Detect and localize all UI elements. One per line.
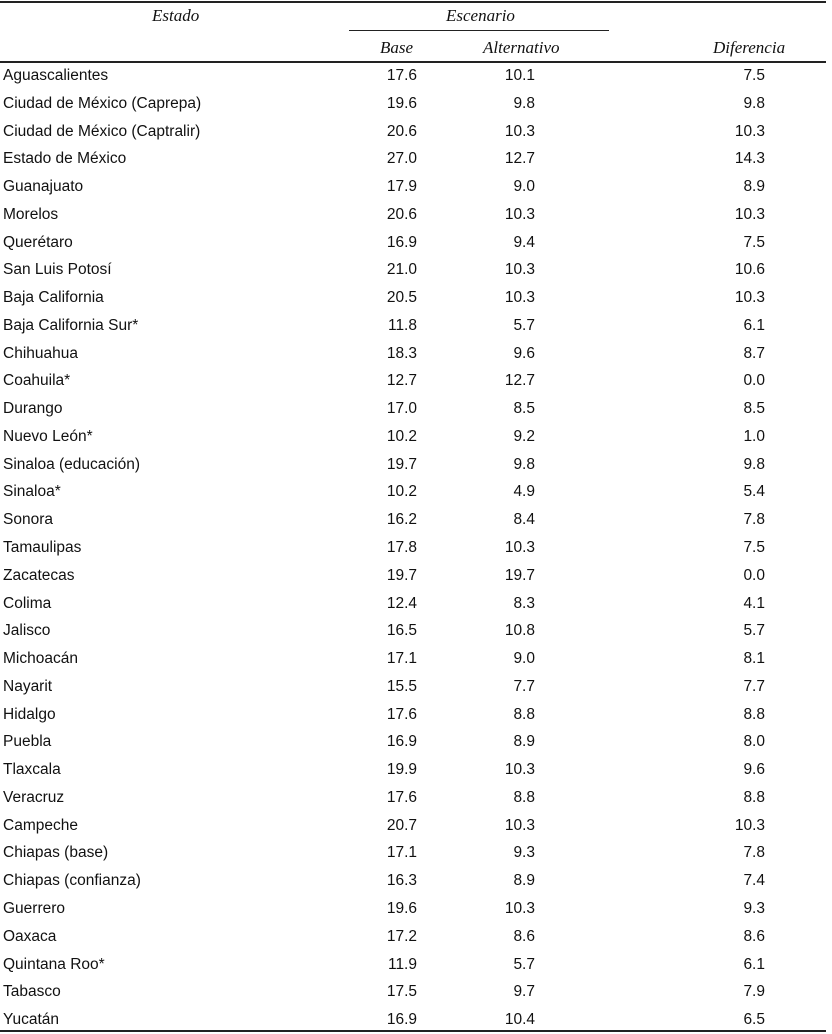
cell-alternativo: 9.2 (513, 427, 535, 445)
cell-estado: Tabasco (3, 983, 61, 1001)
table-row (0, 756, 832, 784)
cell-alternativo: 10.3 (504, 899, 535, 917)
cell-alternativo: 9.0 (513, 178, 535, 196)
cell-diferencia: 8.7 (743, 344, 765, 362)
cell-alternativo: 10.3 (504, 761, 535, 779)
cell-diferencia: 1.0 (743, 427, 765, 445)
cell-base: 17.0 (386, 400, 417, 418)
cell-diferencia: 4.1 (743, 594, 765, 612)
cell-base: 17.8 (386, 539, 417, 557)
cell-alternativo: 10.3 (504, 816, 535, 834)
cell-estado: Colima (3, 594, 52, 612)
table-body (0, 62, 832, 1034)
table-row (0, 673, 832, 701)
cell-diferencia: 8.8 (743, 788, 765, 806)
cell-estado: Zacatecas (3, 566, 75, 584)
table-row (0, 340, 832, 368)
cell-base: 16.9 (386, 733, 417, 751)
table-row (0, 506, 832, 534)
cell-base: 19.9 (386, 761, 417, 779)
table-row (0, 256, 832, 284)
cell-estado: Sinaloa* (3, 483, 61, 501)
cell-diferencia: 7.5 (743, 233, 765, 251)
cell-base: 10.2 (386, 427, 417, 445)
cell-diferencia: 7.8 (743, 844, 765, 862)
table-row (0, 978, 832, 1006)
cell-diferencia: 7.7 (743, 677, 765, 695)
cell-base: 16.2 (386, 511, 417, 529)
cell-base: 16.5 (386, 622, 417, 640)
cell-alternativo: 8.8 (513, 788, 535, 806)
table-bottom-rule (0, 1030, 826, 1032)
cell-estado: Aguascalientes (3, 67, 109, 84)
cell-base: 20.6 (386, 122, 417, 140)
cell-alternativo: 10.3 (504, 261, 535, 279)
table-row (0, 534, 832, 562)
cell-alternativo: 9.8 (513, 455, 535, 473)
cell-estado: Baja California (3, 289, 104, 307)
cell-estado: Michoacán (3, 650, 78, 668)
cell-alternativo: 7.7 (513, 677, 535, 695)
cell-alternativo: 12.7 (504, 150, 535, 168)
cell-estado: Yucatán (3, 1011, 60, 1029)
cell-estado: Chiapas (base) (3, 844, 109, 862)
table-top-rule (0, 1, 826, 3)
cell-estado: Estado de México (3, 150, 127, 168)
cell-estado: Ciudad de México (Caprepa) (3, 94, 202, 112)
header-base: Base (380, 38, 414, 57)
cell-estado: Chiapas (confianza) (3, 872, 141, 890)
cell-base: 16.9 (386, 1011, 417, 1029)
cell-alternativo: 12.7 (504, 372, 535, 390)
cell-diferencia: 6.1 (743, 316, 765, 334)
cell-diferencia: 7.5 (743, 67, 765, 84)
cell-alternativo: 9.6 (513, 344, 535, 362)
cell-estado: Ciudad de México (Captralir) (3, 122, 201, 140)
cell-base: 17.2 (386, 927, 417, 945)
header-diferencia: Diferencia (713, 38, 786, 57)
table-row (0, 118, 832, 146)
table-row (0, 590, 832, 618)
cell-estado: Campeche (3, 816, 78, 834)
table-row (0, 395, 832, 423)
cell-diferencia: 8.0 (743, 733, 765, 751)
cell-base: 19.7 (386, 566, 417, 584)
cell-estado: Morelos (3, 205, 59, 223)
header-estado: Estado (152, 6, 200, 25)
cell-diferencia: 9.8 (743, 455, 765, 473)
cell-alternativo: 8.8 (513, 705, 535, 723)
table-row (0, 951, 832, 979)
cell-base: 16.3 (386, 872, 417, 890)
cell-estado: Jalisco (3, 622, 51, 640)
cell-base: 11.8 (387, 316, 417, 334)
cell-base: 12.4 (386, 594, 417, 612)
cell-base: 10.2 (386, 483, 417, 501)
cell-diferencia: 9.8 (743, 94, 765, 112)
cell-base: 19.6 (386, 94, 417, 112)
table-row (0, 645, 832, 673)
cell-base: 11.9 (387, 955, 417, 973)
table-row (0, 895, 832, 923)
cell-estado: Hidalgo (3, 705, 56, 723)
cell-diferencia: 10.6 (734, 261, 765, 279)
cell-estado: Sonora (3, 511, 53, 529)
table-row (0, 617, 832, 645)
cell-diferencia: 0.0 (743, 372, 765, 390)
cell-base: 17.6 (386, 67, 417, 84)
cell-diferencia: 8.1 (743, 650, 765, 668)
cell-diferencia: 9.6 (743, 761, 765, 779)
table-row (0, 229, 832, 257)
cell-alternativo: 9.4 (513, 233, 535, 251)
table-row (0, 62, 832, 90)
cell-diferencia: 14.3 (734, 150, 765, 168)
cell-alternativo: 9.0 (513, 650, 535, 668)
cell-base: 20.5 (386, 289, 417, 307)
cell-estado: Chihuahua (3, 344, 78, 362)
table-row (0, 839, 832, 867)
cell-alternativo: 10.8 (504, 622, 535, 640)
cell-estado: Nayarit (3, 677, 53, 695)
cell-alternativo: 5.7 (513, 955, 535, 973)
cell-base: 17.5 (386, 983, 417, 1001)
escenario-span-rule (349, 30, 609, 31)
table-row (0, 423, 832, 451)
cell-alternativo: 9.3 (513, 844, 535, 862)
cell-diferencia: 7.4 (743, 872, 765, 890)
cell-alternativo: 10.1 (504, 67, 535, 84)
cell-estado: Baja California Sur* (3, 316, 139, 334)
cell-alternativo: 10.3 (504, 289, 535, 307)
cell-diferencia: 10.3 (734, 289, 765, 307)
table-row (0, 478, 832, 506)
table-row (0, 562, 832, 590)
table-row (0, 145, 832, 173)
cell-diferencia: 10.3 (734, 205, 765, 223)
cell-estado: Quintana Roo* (3, 955, 105, 973)
cell-diferencia: 10.3 (734, 816, 765, 834)
cell-base: 21.0 (386, 261, 417, 279)
cell-base: 17.9 (386, 178, 417, 196)
cell-diferencia: 6.1 (743, 955, 765, 973)
table-row (0, 312, 832, 340)
cell-alternativo: 10.3 (504, 205, 535, 223)
cell-diferencia: 0.0 (743, 566, 765, 584)
cell-diferencia: 8.6 (743, 927, 765, 945)
cell-base: 20.7 (386, 816, 417, 834)
cell-alternativo: 10.3 (504, 539, 535, 557)
cell-estado: Tlaxcala (3, 761, 61, 779)
cell-alternativo: 10.3 (504, 122, 535, 140)
cell-diferencia: 8.8 (743, 705, 765, 723)
cell-diferencia: 6.5 (743, 1011, 765, 1029)
cell-diferencia: 7.9 (743, 983, 765, 1001)
cell-base: 19.7 (386, 455, 417, 473)
cell-estado: Guerrero (3, 899, 66, 917)
table-row (0, 923, 832, 951)
table-row (0, 201, 832, 229)
cell-alternativo: 8.9 (513, 872, 535, 890)
cell-base: 19.6 (386, 899, 417, 917)
cell-alternativo: 5.7 (513, 316, 535, 334)
cell-base: 16.9 (386, 233, 417, 251)
cell-base: 17.1 (386, 844, 417, 862)
cell-estado: Durango (3, 400, 63, 418)
cell-estado: Veracruz (3, 788, 65, 806)
cell-base: 17.1 (386, 650, 417, 668)
cell-alternativo: 10.4 (504, 1011, 535, 1029)
cell-alternativo: 8.3 (513, 594, 535, 612)
cell-base: 20.6 (386, 205, 417, 223)
cell-estado: Querétaro (3, 233, 73, 251)
table-row (0, 90, 832, 118)
table-row (0, 173, 832, 201)
table-row (0, 784, 832, 812)
cell-alternativo: 8.6 (513, 927, 535, 945)
cell-alternativo: 8.9 (513, 733, 535, 751)
header-escenario: Escenario (446, 6, 515, 25)
table-row (0, 367, 832, 395)
table-row (0, 284, 832, 312)
cell-diferencia: 8.5 (743, 400, 765, 418)
cell-diferencia: 5.4 (743, 483, 765, 501)
cell-base: 17.6 (386, 705, 417, 723)
cell-estado: Coahuila* (3, 372, 71, 390)
cell-diferencia: 9.3 (743, 899, 765, 917)
header-alternativo: Alternativo (483, 38, 560, 57)
cell-base: 12.7 (386, 372, 417, 390)
cell-alternativo: 9.8 (513, 94, 535, 112)
cell-estado: San Luis Potosí (3, 261, 112, 279)
cell-diferencia: 5.7 (743, 622, 765, 640)
cell-diferencia: 7.8 (743, 511, 765, 529)
cell-alternativo: 19.7 (504, 566, 535, 584)
table-row (0, 812, 832, 840)
table-row (0, 701, 832, 729)
cell-alternativo: 9.7 (513, 983, 535, 1001)
cell-base: 17.6 (386, 788, 417, 806)
cell-alternativo: 8.5 (513, 400, 535, 418)
cell-alternativo: 4.9 (513, 483, 535, 501)
cell-estado: Sinaloa (educación) (3, 455, 141, 473)
cell-diferencia: 7.5 (743, 539, 765, 557)
table-row (0, 728, 832, 756)
cell-estado: Oaxaca (3, 927, 57, 945)
cell-estado: Nuevo León* (3, 427, 93, 445)
cell-estado: Puebla (3, 733, 52, 751)
cell-diferencia: 10.3 (734, 122, 765, 140)
cell-estado: Tamaulipas (3, 539, 82, 557)
cell-diferencia: 8.9 (743, 178, 765, 196)
cell-alternativo: 8.4 (513, 511, 535, 529)
table-row (0, 451, 832, 479)
cell-base: 27.0 (386, 150, 417, 168)
table-row (0, 867, 832, 895)
cell-estado: Guanajuato (3, 178, 84, 196)
cell-base: 18.3 (386, 344, 417, 362)
cell-base: 15.5 (386, 677, 417, 695)
